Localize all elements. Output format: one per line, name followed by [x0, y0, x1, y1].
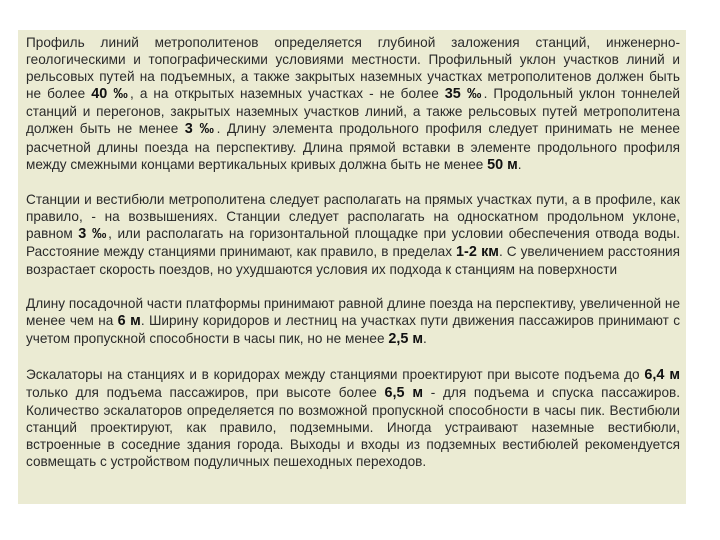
text-run: , а на открытых наземных участках - не более	[130, 86, 445, 102]
paragraph-stations-placement	[26, 191, 680, 278]
paragraph-track-profile	[26, 34, 680, 174]
text-run: Эскалаторы на станциях и в коридорах между станциями проектируют при высоте подъема до	[26, 366, 645, 382]
text-panel	[18, 30, 686, 504]
text-run: Станции и вестибюли метрополитена следует располагать на прямых участках пути, а в профиле, как правило, - на возвышениях. Станции следует располагать на односкатном продольном уклоне, равном	[26, 191, 680, 241]
highlight-value: 6,5 м	[384, 384, 424, 401]
text-run: . Продольный уклон тоннелей станций и перегонов, закрытых наземных участков линий, а также рельсовых путей метрополитена должен быть не менее	[26, 86, 680, 137]
text-run: - для подъема и спуска пассажиров. Количество эскалаторов определяется по возможной пропускной способности в часы пик. Вестибюли станций проектируют, как правило, подземными. Иногда устраивают наземные вестибюли, встроенные в соседние здания города. Выходы и входы из подземных вестибюлей рекомендуется совмещать с устройством подуличных пешеходных переходов.	[26, 384, 681, 469]
paragraph-escalators	[26, 366, 680, 471]
highlight-value: 3 ‰	[78, 225, 109, 242]
highlight-value: 35 ‰	[444, 86, 484, 103]
highlight-value: 1-2 км	[456, 244, 499, 261]
highlight-value: 6,4 м	[644, 366, 680, 383]
text-run: только для подъема пассажиров, при высоте более	[26, 384, 385, 400]
text-run: .	[422, 331, 427, 347]
text-run: , или располагать на горизонтальной площадке при условии обеспечения отвода воды. Расстояние между станциями принимают, как правило, в пределах	[26, 225, 680, 260]
text-run: Профиль линий метрополитенов определяется глубиной заложения станций, инженерно-геологическими и топографическими условиями местности. Профильный уклон участков линий и рельсовых путей на подъемных, а также закрытых наземных участках метрополитенов должен быть не более	[26, 35, 680, 102]
text-run: .	[517, 156, 522, 172]
paragraph-platform-length	[26, 295, 680, 348]
text-run: Длину посадочной части платформы принимают равной длине поезда на перспективу, увеличенной не менее чем на	[26, 296, 680, 329]
highlight-value: 50 м	[487, 156, 518, 173]
highlight-value: 40 ‰	[91, 86, 131, 103]
text-run: . С увеличением расстояния возрастает скорость поездов, но ухудшаются условия их подхода к станциям на поверхности	[26, 244, 680, 278]
highlight-value: 2,5 м	[388, 331, 423, 348]
highlight-value: 6 м	[117, 313, 141, 330]
highlight-value: 3 ‰	[184, 121, 217, 138]
text-run: . Ширину коридоров и лестниц на участках пути движения пассажиров принимают с учетом пропускной способности в часы пик, но не менее	[26, 313, 680, 347]
text-run: . Длину элемента продольного профиля следует принимать не менее расчетной длины поезда на перспективу. Длина прямой вставки в элементе продольного профиля между смежными концами вертикальных кривых должна быть не менее	[26, 121, 680, 172]
